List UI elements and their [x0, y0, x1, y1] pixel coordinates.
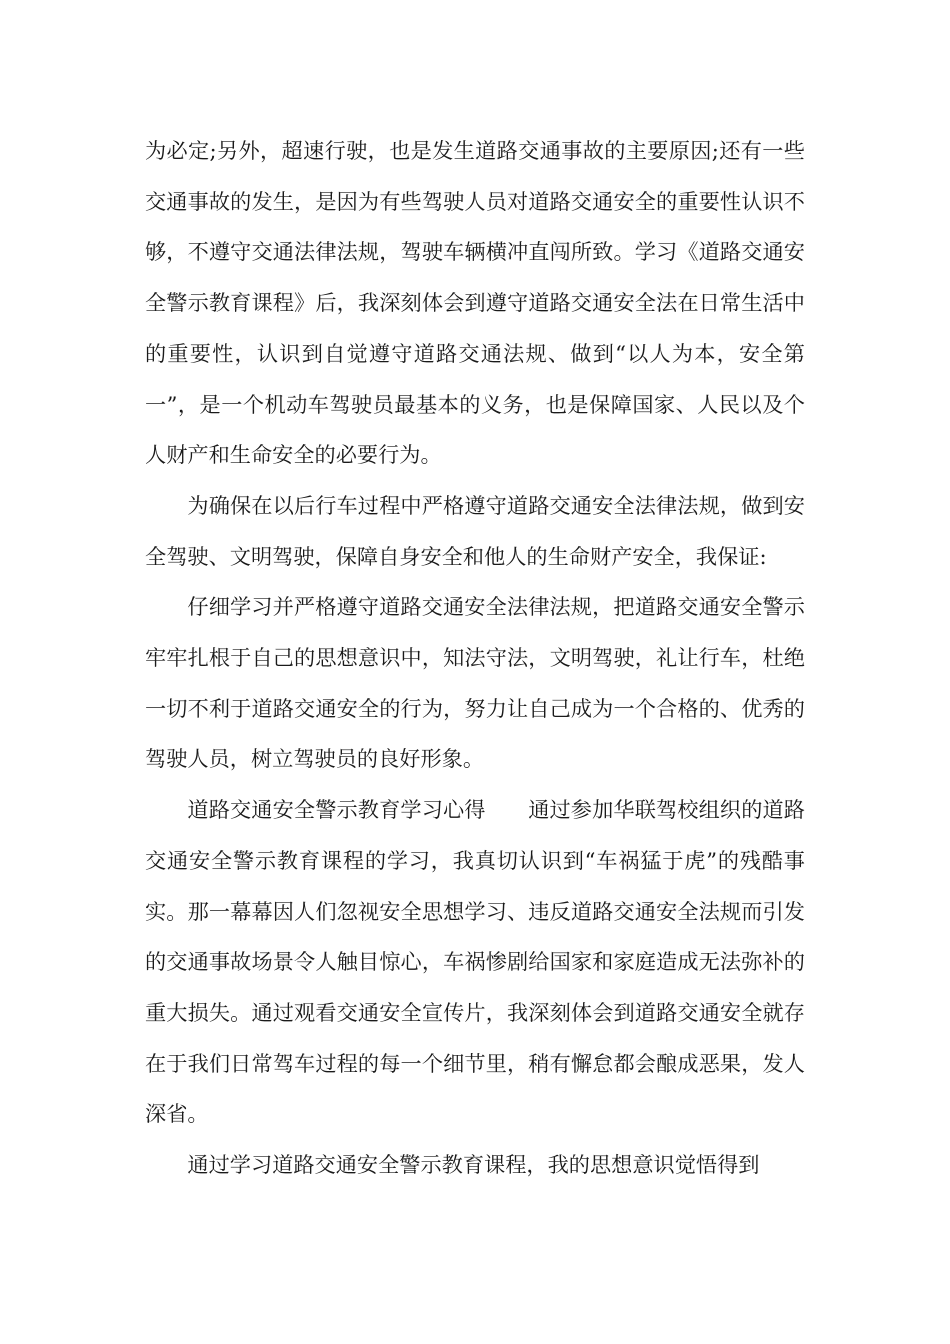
- paragraph-3: 仔细学习并严格遵守道路交通安全法律法规，把道路交通安全警示牢牢扎根于自己的思想意识中，知法守法，文明驾驶，礼让行车，杜绝一切不利于道路交通安全的行为，努力让自己成为一个合格的、优秀的驾驶人员，树立驾驶员的良好形象。: [145, 594, 805, 772]
- paragraph-5: 通过学习道路交通安全警示教育课程，我的思想意识觉悟得到: [187, 1152, 760, 1178]
- document-body: [145, 126, 805, 1191]
- paragraph-2: 为确保在以后行车过程中严格遵守道路交通安全法律法规，做到安全驾驶、文明驾驶，保障自身安全和他人的生命财产安全，我保证:: [145, 492, 805, 569]
- paragraph-1: 为必定;另外，超速行驶，也是发生道路交通事故的主要原因;还有一些交通事故的发生，是因为有些驾驶人员对道路交通安全的重要性认识不够，不遵守交通法律法规，驾驶车辆横冲直闯所致。学习《道路交通安全警示教育课程》后，我深刻体会到遵守道路交通安全法在日常生活中的重要性，认识到自觉遵守道路交通法规、做到“以人为本，安全第一”，是一个机动车驾驶员最基本的义务，也是保障国家、人民以及个人财产和生命安全的必要行为。: [145, 138, 805, 468]
- paragraph-4: 道路交通安全警示教育学习心得 通过参加华联驾校组织的道路交通安全警示教育课程的学习，我真切认识到“车祸猛于虎”的残酷事实。那一幕幕因人们忽视安全思想学习、违反道路交通安全法规而引发的交通事故场景令人触目惊心，车祸惨剧给国家和家庭造成无法弥补的重大损失。通过观看交通安全宣传片，我深刻体会到道路交通安全就存在于我们日常驾车过程的每一个细节里，稍有懈怠都会酿成恶果，发人深省。: [145, 797, 805, 1127]
